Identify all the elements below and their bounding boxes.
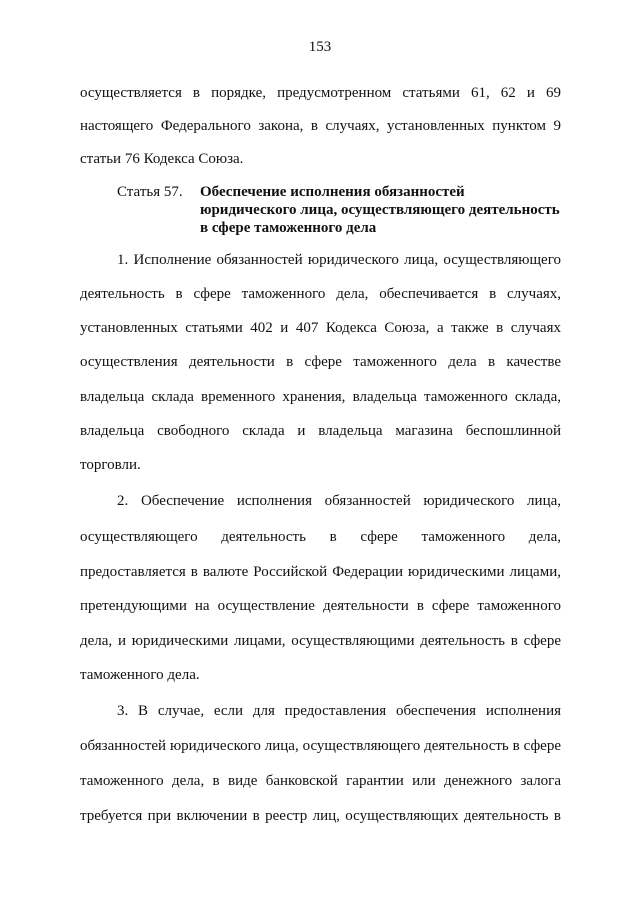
text-line: осуществляется в порядке, предусмотренном статьями 61, 62 и 69: [80, 85, 561, 101]
paragraph-2-line: предоставляется в валюте Российской Федерации юридическими лицами,: [80, 564, 561, 580]
paragraph-3-line: требуется при включении в реестр лиц, осуществляющих деятельность в: [80, 808, 561, 824]
paragraph-2-line: таможенного дела.: [80, 667, 200, 683]
article-title-line: юридического лица, осуществляющего деятельность: [200, 202, 560, 218]
paragraph-2-line: 2. Обеспечение исполнения обязанностей юридического лица,: [117, 493, 561, 509]
article-label: Статья 57.: [117, 184, 183, 200]
paragraph-1-line: 1. Исполнение обязанностей юридического лица, осуществляющего: [117, 252, 561, 268]
paragraph-1-line: торговли.: [80, 457, 141, 473]
paragraph-1-line: деятельность в сфере таможенного дела, обеспечивается в случаях,: [80, 286, 561, 302]
text-line: настоящего Федерального закона, в случаях, установленных пунктом 9: [80, 118, 561, 134]
paragraph-3-line: 3. В случае, если для предоставления обеспечения исполнения: [117, 703, 561, 719]
paragraph-1-line: установленных статьями 402 и 407 Кодекса Союза, а также в случаях: [80, 320, 561, 336]
paragraph-2-line: дела, и юридическими лицами, осуществляющими деятельность в сфере: [80, 633, 561, 649]
article-title-line: в сфере таможенного дела: [200, 220, 377, 236]
text-line: статьи 76 Кодекса Союза.: [80, 151, 244, 167]
article-title-line: Обеспечение исполнения обязанностей: [200, 184, 465, 200]
paragraph-1-line: владельца склада временного хранения, владельца таможенного склада,: [80, 389, 561, 405]
page-number: 153: [308, 39, 332, 55]
paragraph-1-line: осуществления деятельности в сфере таможенного дела в качестве: [80, 354, 561, 370]
paragraph-2-line: осуществляющего деятельность в сфере таможенного дела,: [80, 529, 561, 545]
paragraph-3-line: обязанностей юридического лица, осуществляющего деятельность в сфере: [80, 738, 561, 754]
paragraph-2-line: претендующими на осуществление деятельности в сфере таможенного: [80, 598, 561, 614]
paragraph-3-line: таможенного дела, в виде банковской гарантии или денежного залога: [80, 773, 561, 789]
paragraph-1-line: владельца свободного склада и владельца магазина беспошлинной: [80, 423, 561, 439]
